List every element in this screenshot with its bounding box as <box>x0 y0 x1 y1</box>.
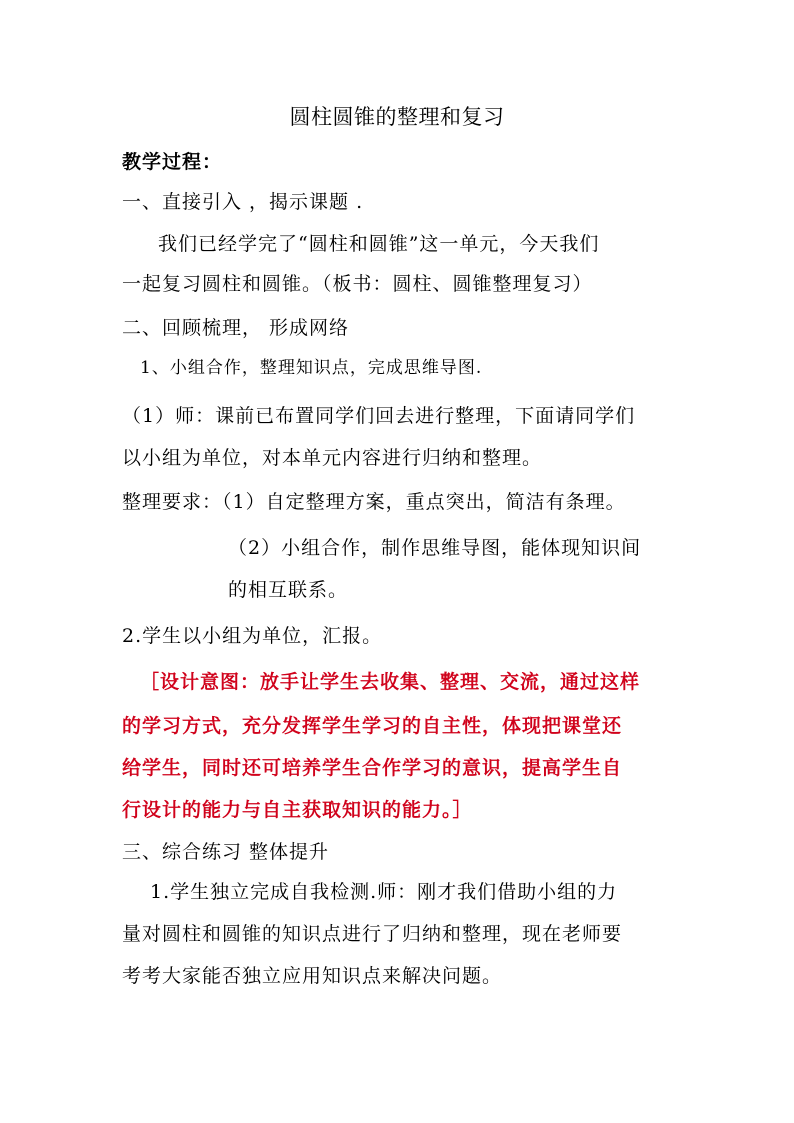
paragraph-line: 考考大家能否独立应用知识点来解决问题。 <box>122 965 503 987</box>
paragraph-line: 2.学生以小组为单位，汇报。 <box>122 625 383 647</box>
paragraph-line: （1）师：课前已布置同学们回去进行整理，下面请同学们 <box>122 405 636 427</box>
paragraph-line: 量对圆柱和圆锥的知识点进行了归纳和整理，现在老师要 <box>122 923 623 945</box>
paragraph-line: 1.学生独立完成自我检测.师：刚才我们借助小组的力 <box>150 881 618 903</box>
section-heading-3: 三、综合练习 整体提升 <box>122 841 330 863</box>
document-title: 圆柱圆锥的整理和复习 <box>289 105 505 129</box>
section-heading-1: 一、直接引入 ，揭示课题 . <box>122 191 364 213</box>
design-intent-line: 的学习方式，充分发挥学生学习的自主性，体现把课堂还 <box>122 715 623 737</box>
design-intent-line: ［设计意图：放手让学生去收集、整理、交流，通过这样 <box>140 671 641 693</box>
design-intent-line: 行设计的能力与自主获取知识的能力。］ <box>122 799 473 821</box>
requirements-line: 整理要求：（1）自定整理方案，重点突出，简洁有条理。 <box>122 491 626 513</box>
paragraph-line: 以小组为单位，对本单元内容进行归纳和整理。 <box>122 447 543 469</box>
paragraph-line: 我们已经学完了“圆柱和圆锥”这一单元，今天我们 <box>158 233 600 255</box>
requirements-line: 的相互联系。 <box>228 579 349 601</box>
section-heading-2: 二、回顾梳理， 形成网络 <box>122 317 350 339</box>
section-label-process: 教学过程： <box>122 151 223 173</box>
design-intent-line: 给学生，同时还可培养学生合作学习的意识，提高学生自 <box>122 757 623 779</box>
paragraph-line: 一起复习圆柱和圆锥。（板书：圆柱、圆锥整理复习） <box>122 273 593 295</box>
requirements-line: （2）小组合作，制作思维导图，能体现知识间 <box>228 537 642 559</box>
subsection-heading: 1、小组合作，整理知识点，完成思维导图. <box>140 358 483 378</box>
